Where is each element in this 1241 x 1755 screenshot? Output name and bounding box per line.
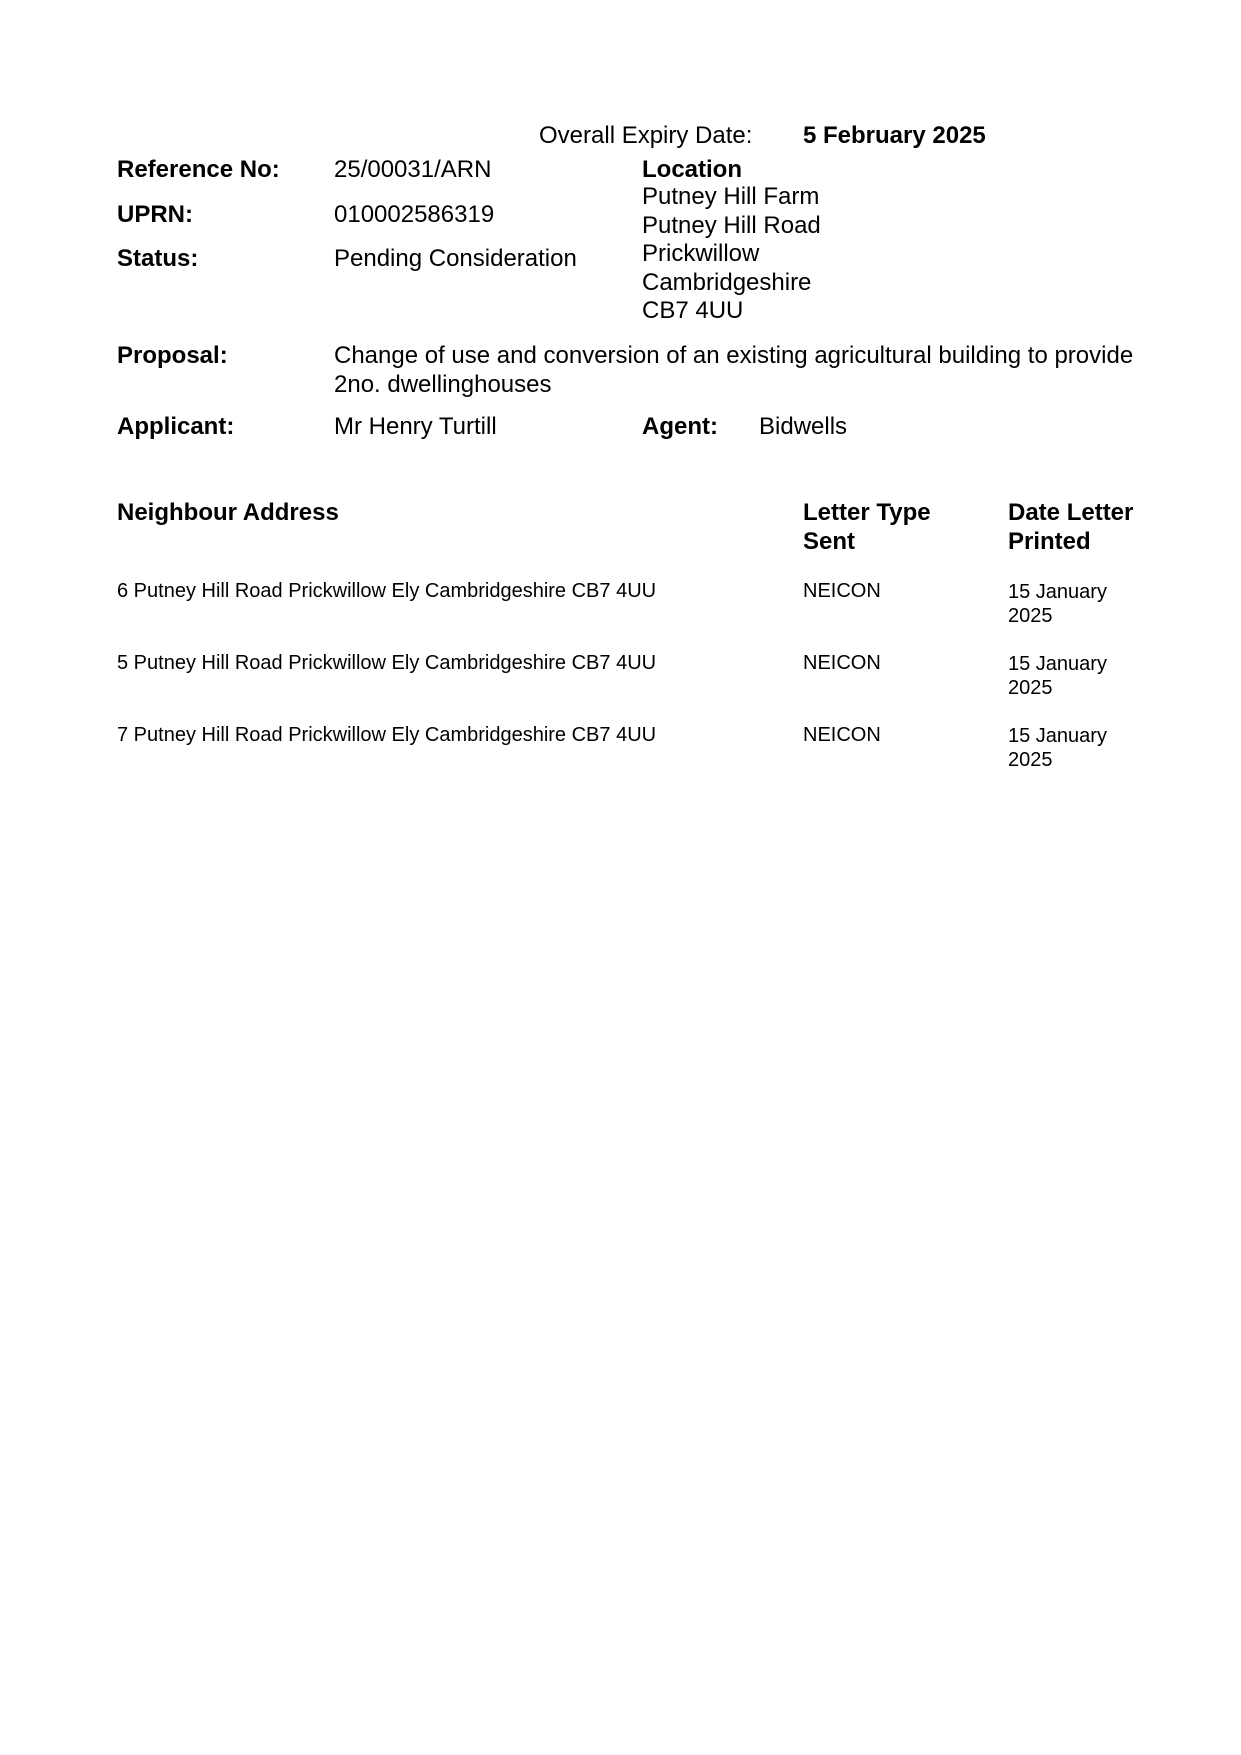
agent-value: Bidwells [759, 413, 848, 440]
status-label: Status: [117, 245, 199, 272]
row-date: 15 January 2025 [1008, 725, 1107, 771]
reference-label: Reference No: [117, 156, 280, 183]
row-date: 15 January 2025 [1008, 581, 1107, 627]
row-date: 15 January 2025 [1008, 653, 1107, 699]
location-line: CB7 4UU [642, 297, 744, 324]
proposal-value: Change of use and conversion of an existing agricultural building to provide 2no. dwellinghouses [334, 342, 1134, 398]
location-line: Cambridgeshire [642, 268, 812, 296]
status-value: Pending Consideration [334, 245, 577, 272]
row-letter-type: NEICON [803, 652, 881, 674]
agent-label: Agent: [642, 413, 718, 440]
applicant-label: Applicant: [117, 413, 235, 440]
location-label: Location [642, 156, 742, 183]
proposal-label: Proposal: [117, 342, 228, 369]
row-address: 5 Putney Hill Road Prickwillow Ely Cambridgeshire CB7 4UU [117, 652, 657, 674]
expiry-label: Overall Expiry Date: [539, 122, 753, 149]
expiry-date: 5 February 2025 [803, 122, 986, 149]
uprn-value: 010002586319 [334, 201, 495, 228]
location-address [642, 183, 821, 326]
row-letter-type: NEICON [803, 724, 881, 746]
column-header-address: Neighbour Address [117, 499, 339, 526]
location-line: Putney Hill Road [642, 211, 821, 239]
applicant-value: Mr Henry Turtill [334, 413, 497, 440]
location-line: Putney Hill Farm [642, 183, 820, 210]
row-address: 6 Putney Hill Road Prickwillow Ely Cambridgeshire CB7 4UU [117, 580, 657, 602]
column-header-letter-type: Letter Type Sent [803, 499, 931, 555]
row-address: 7 Putney Hill Road Prickwillow Ely Cambridgeshire CB7 4UU [117, 724, 657, 746]
row-letter-type: NEICON [803, 580, 881, 602]
column-header-date-printed: Date Letter Printed [1008, 499, 1134, 555]
location-line: Prickwillow [642, 240, 760, 267]
reference-value: 25/00031/ARN [334, 156, 492, 183]
uprn-label: UPRN: [117, 201, 193, 228]
